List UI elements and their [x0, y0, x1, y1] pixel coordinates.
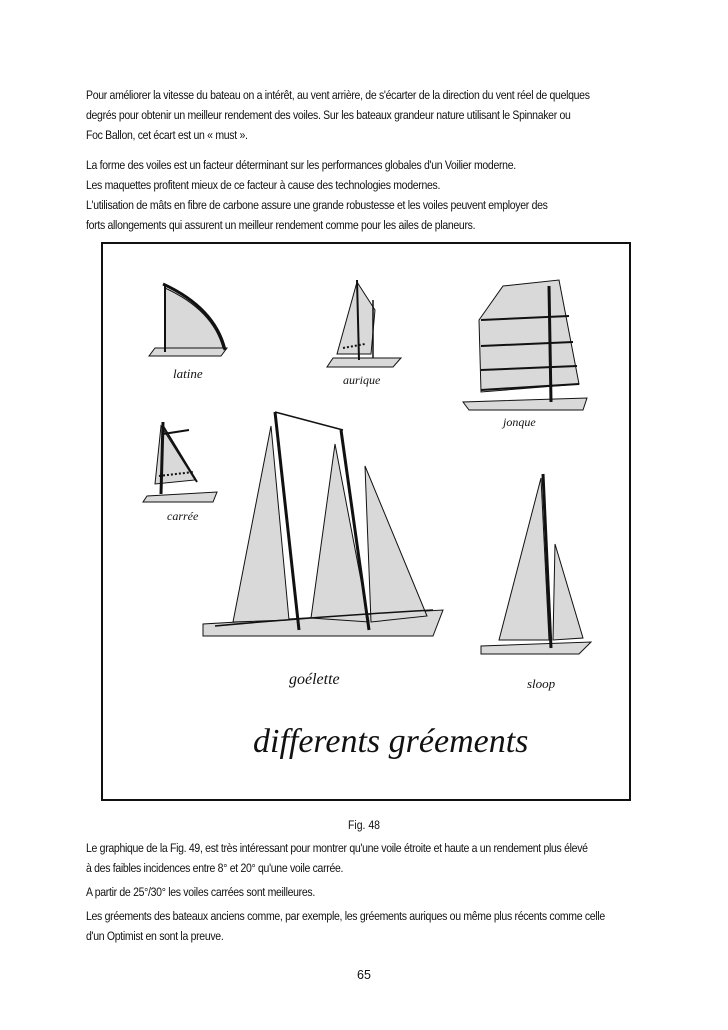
label-carree: carrée	[167, 509, 199, 523]
text-line: degrés pour obtenir un meilleur rendement des voiles. Sur les bateaux grandeur nature utilisant le Spinnaker ou	[86, 108, 571, 122]
text-line: Le graphique de la Fig. 49, est très intéressant pour montrer qu'une voile étroite et haute a un rendement plus élevé	[86, 841, 588, 855]
goelette-boat	[203, 412, 443, 636]
text-line: Les gréements des bateaux anciens comme, par exemple, les gréements auriques ou même plus récents comme celle	[86, 909, 605, 923]
paragraph-sail-shape	[86, 155, 656, 235]
rigging-illustration	[103, 244, 629, 799]
figure-title: differents gréements	[253, 723, 529, 760]
label-sloop: sloop	[527, 676, 556, 691]
text-line: La forme des voiles est un facteur déterminant sur les performances globales d'un Voilier moderne.	[86, 158, 516, 172]
paragraph-wind-angle	[86, 85, 656, 145]
carree-boat	[143, 422, 217, 502]
label-aurique: aurique	[343, 373, 381, 387]
text-line: d'un Optimist en sont la preuve.	[86, 929, 224, 943]
text-line: L'utilisation de mâts en fibre de carbone assure une grande robustesse et les voiles peuvent employer des	[86, 198, 548, 212]
text-line: Pour améliorer la vitesse du bateau on a intérêt, au vent arrière, de s'écarter de la direction du vent réel de quelques	[86, 88, 590, 102]
label-jonque: jonque	[503, 415, 536, 429]
text-line: Foc Ballon, cet écart est un « must ».	[86, 128, 248, 142]
paragraph-angles	[86, 882, 656, 902]
paragraph-old-boats	[86, 906, 656, 946]
rigging-figure	[101, 242, 631, 801]
paragraph-graph	[86, 838, 656, 878]
sloop-boat	[481, 474, 591, 654]
text-line: forts allongements qui assurent un meilleur rendement comme pour les ailes de planeurs.	[86, 218, 476, 232]
aurique-boat	[327, 280, 401, 367]
text-line: Les maquettes profitent mieux de ce facteur à cause des technologies modernes.	[86, 178, 441, 192]
label-goelette: goélette	[289, 671, 340, 688]
page-number: 65	[357, 968, 371, 982]
text-line: à des faibles incidences entre 8° et 20° qu'une voile carrée.	[86, 861, 344, 875]
figure-caption: Fig. 48	[347, 818, 381, 832]
label-latine: latine	[173, 366, 203, 381]
jonque-boat	[463, 280, 587, 410]
latine-boat	[149, 284, 227, 356]
text-line: A partir de 25°/30° les voiles carrées sont meilleures.	[86, 885, 315, 899]
